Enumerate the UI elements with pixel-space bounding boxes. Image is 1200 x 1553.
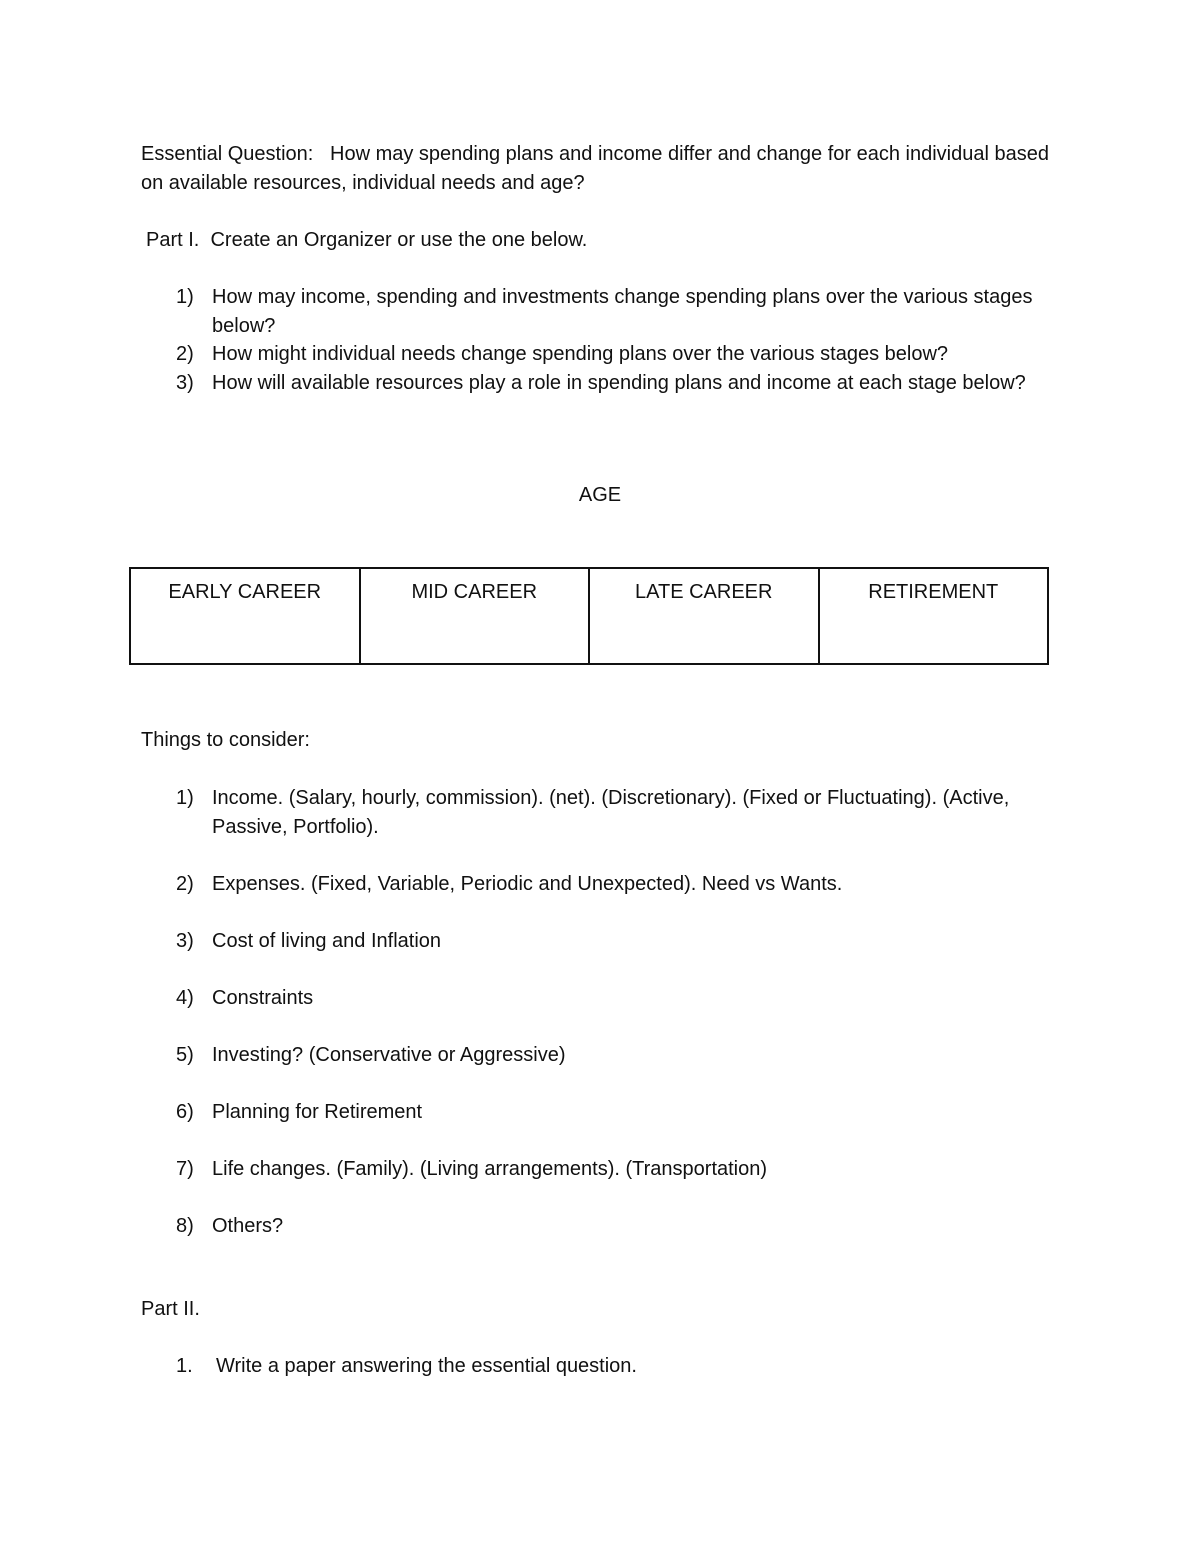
list-item — [0, 1041, 1042, 1070]
essential-question-label: Essential Question: — [141, 143, 314, 165]
list-item-number: 2) — [176, 872, 194, 895]
list-item — [0, 1212, 1042, 1241]
list-item-number: 2) — [176, 343, 194, 365]
list-item-number: 1) — [176, 286, 194, 308]
list-item — [0, 369, 1042, 398]
list-item-number: 3) — [176, 371, 194, 394]
part1-heading: Part I. Create an Organizer or use the one below. — [146, 229, 588, 251]
list-item-text: How will available resources play a role in spending plans and income at each stage below? — [212, 371, 1026, 394]
list-item-text: How may income, spending and investments change spending plans over the various stages below? — [212, 286, 1033, 337]
organizer-cell-retirement: RETIREMENT — [819, 568, 1049, 664]
essential-question — [141, 140, 1071, 197]
list-item-text: Cost of living and Inflation — [212, 929, 442, 952]
list-item-number: 6) — [176, 1100, 194, 1123]
list-item-text: Expenses. (Fixed, Variable, Periodic and Unexpected). Need vs Wants. — [212, 872, 843, 895]
essential-question-text: How may spending plans and income differ and change for each individual based on available resources, individual needs and age? — [141, 143, 1055, 194]
list-item-text: Write a paper answering the essential question. — [216, 1355, 637, 1377]
list-item-number: 1. — [176, 1355, 193, 1377]
things-to-consider-heading: Things to consider: — [141, 729, 310, 751]
list-item — [0, 870, 1042, 899]
list-item — [0, 1155, 1042, 1184]
list-item-number: 5) — [176, 1043, 194, 1066]
part2-list — [0, 1352, 1200, 1381]
organizer-row — [130, 568, 1048, 664]
organizer-cell-late-career: LATE CAREER — [589, 568, 819, 664]
organizer-cell-early-career: EARLY CAREER — [130, 568, 360, 664]
things-to-consider-list — [0, 784, 1200, 1269]
list-item-number: 8) — [176, 1214, 194, 1237]
list-item-text: Income. (Salary, hourly, commission). (net). (Discretionary). (Fixed or Fluctuating). (Active, Passive, Portfolio). — [212, 787, 1010, 838]
list-item — [0, 1352, 1046, 1381]
list-item — [0, 984, 1042, 1013]
list-item-text: Life changes. (Family). (Living arrangements). (Transportation) — [212, 1157, 768, 1180]
list-item — [0, 927, 1042, 956]
list-item-text: How might individual needs change spending plans over the various stages below? — [212, 343, 949, 365]
list-item-number: 3) — [176, 929, 194, 952]
list-item-text: Others? — [212, 1214, 284, 1237]
list-item-number: 4) — [176, 986, 194, 1009]
list-item-text: Investing? (Conservative or Aggressive) — [212, 1043, 566, 1066]
list-item-number: 7) — [176, 1157, 194, 1180]
list-item — [0, 1098, 1042, 1127]
part2-heading: Part II. — [141, 1298, 200, 1320]
organizer-cell-mid-career: MID CAREER — [360, 568, 590, 664]
part1-question-list — [0, 283, 1200, 397]
list-item-text: Constraints — [212, 986, 314, 1009]
list-item — [0, 784, 1042, 841]
list-item — [0, 340, 1042, 369]
organizer-table — [129, 567, 1049, 665]
list-item — [0, 283, 1042, 340]
organizer-title: AGE — [578, 484, 622, 506]
list-item-number: 1) — [176, 787, 194, 809]
list-item-text: Planning for Retirement — [212, 1100, 423, 1123]
